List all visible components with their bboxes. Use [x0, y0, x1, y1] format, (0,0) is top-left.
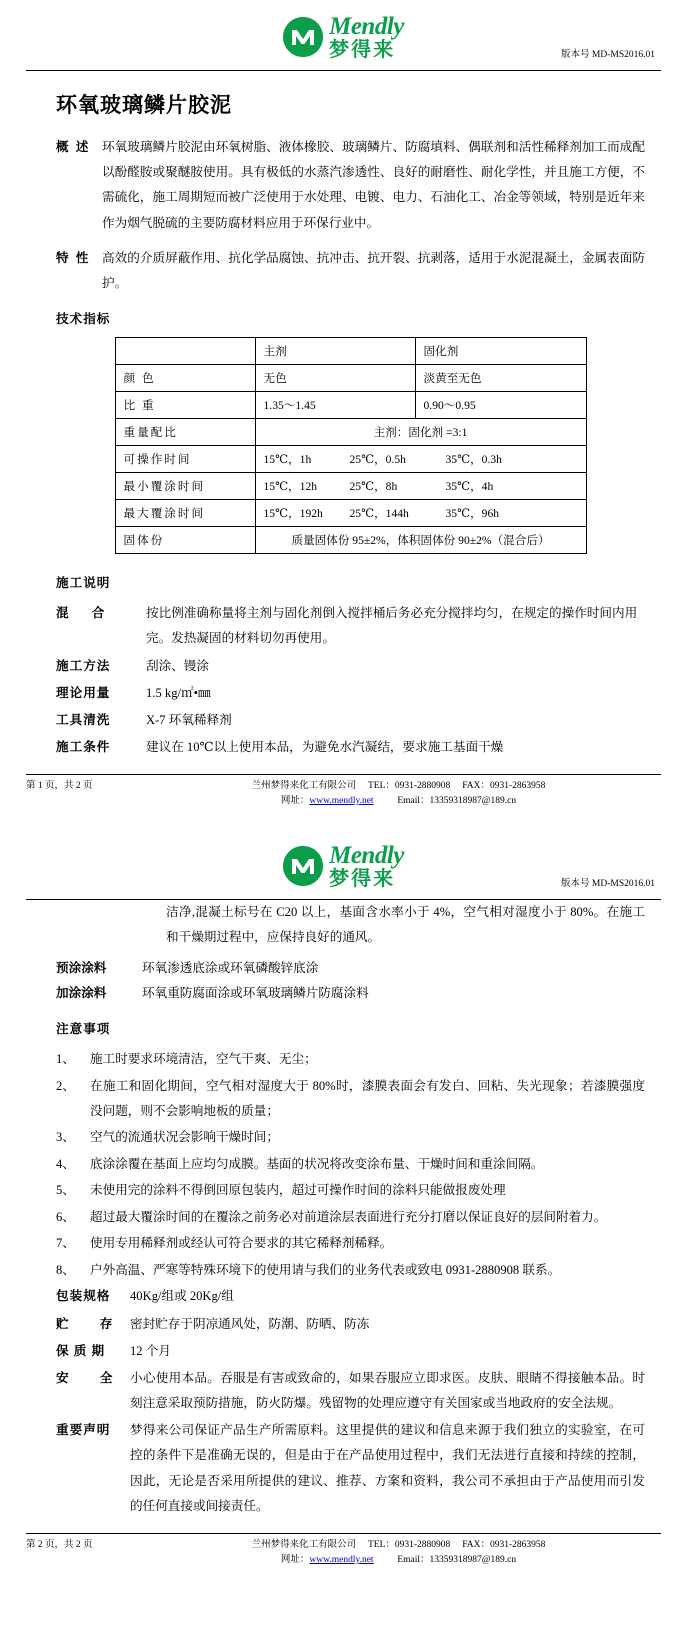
table-cell-key: 最小覆涂时间: [115, 473, 255, 500]
mendly-m-logo-icon: [283, 846, 323, 886]
notice-title: 注意事项: [56, 1022, 111, 1037]
table-cell-key: 可操作时间: [115, 446, 255, 473]
list-item: [56, 1231, 645, 1256]
table-row: [115, 392, 586, 419]
storage-row: [56, 1312, 645, 1337]
spec-table: [115, 337, 587, 554]
table-row: [115, 500, 586, 527]
footer-company-2: 兰州梦得来化工有限公司: [251, 1540, 357, 1551]
header-divider-page1: [26, 70, 661, 71]
table-cell-temp-35: 35℃，96h: [445, 507, 500, 521]
footer-page-number-2: 第 2 页，共 2 页: [26, 1540, 93, 1551]
table-row: [115, 473, 586, 500]
safety-value: 小心使用本品。吞服是有害或致命的，如果吞服应立即求医。皮肤、眼睛不得接触本品。时刻注意采取预防措施，防火防爆。残留物的处理应遵守有关国家或当地政府的安全法规。: [130, 1370, 645, 1411]
construction-consumption: [56, 681, 645, 706]
footer-tel-1: TEL：0931-2880908: [367, 781, 451, 792]
list-item-text: 超过最大覆涂时间的在覆涂之前务必对前道涂层表面进行充分打磨以保证良好的层间附着力。: [90, 1209, 607, 1224]
list-item: [56, 1178, 645, 1203]
table-row-header: [115, 338, 586, 365]
table-cell-key: 最大覆涂时间: [115, 500, 255, 527]
list-item: [56, 1205, 645, 1230]
table-cell-temps: [255, 500, 586, 527]
page-break: [0, 819, 687, 829]
section-overview: [56, 135, 645, 236]
packaging-row: [56, 1284, 645, 1309]
list-item-text: 使用专用稀释剂或经认可符合要求的其它稀释剂稀释。: [90, 1236, 393, 1251]
construction-consumption-value: 1.5 kg/㎡•㎜: [146, 685, 211, 700]
list-item-number: 4、: [56, 1156, 75, 1171]
list-item-text: 底涂涂覆在基面上应均匀成膜。基面的状况将改变涂布量、干燥时间和重涂间隔。: [90, 1156, 544, 1171]
storage-value: 密封贮存于阴凉通风处，防潮、防晒、防冻: [130, 1316, 370, 1331]
construction-conditions: [56, 735, 645, 760]
packaging-value: 40Kg/组或 20Kg/组: [130, 1289, 234, 1304]
version-label-page2: 版本号 MD-MS2016.01: [561, 878, 655, 889]
list-item-number: 5、: [56, 1183, 75, 1198]
list-item-number: 7、: [56, 1236, 75, 1251]
table-row: [115, 419, 586, 446]
table-cell-temps: [255, 446, 586, 473]
table-cell-temp-15: 15℃，1h: [263, 453, 312, 467]
statement-value: 梦得来公司保证产品生产所需原料。这里提供的建议和信息来源于我们独立的实验室，在可控的条件下是准确无误的，但是由于在产品使用过程中，我们无法进行直接和持续的控制，因此，无论是否采用所提供的建议、推荐、方案和资料，我公司不承担由于产品使用而引发的任何直接或间接责任。: [130, 1423, 645, 1513]
list-item: [56, 1125, 645, 1150]
page2-footer: [0, 1533, 687, 1577]
continuation-paragraph: 洁净,混凝土标号在 C20 以上，基面含水率小于 4%，空气相对湿度小于 80%。在施工和干燥期过程中，应保持良好的通风。: [166, 904, 645, 944]
page1-header: [0, 0, 687, 66]
brand-name-cn: 梦得来: [329, 39, 396, 61]
pre-coat-value: 环氧渗透底涂或环氧磷酸锌底涂: [142, 961, 319, 976]
table-cell-header-blank: [115, 338, 255, 365]
section-overview-label: 概 述: [56, 140, 91, 154]
construction-consumption-key: 理论用量: [56, 685, 111, 700]
table-cell-hardener: 淡黄至无色: [415, 365, 586, 392]
construction-mix-key: 混 合: [56, 606, 115, 621]
footer-email-1: 13359318987@189.cn: [429, 795, 517, 806]
construction-mix: [56, 601, 645, 651]
page2-header: [0, 829, 687, 895]
footer-company-1: 兰州梦得来化工有限公司: [251, 781, 357, 792]
footer-contact-2: [136, 1538, 661, 1567]
table-cell-key: 重量配比: [115, 419, 255, 446]
top-coat-row: [56, 981, 645, 1006]
pre-coat-row: [56, 956, 645, 981]
shelf-life-value: 12 个月: [130, 1343, 171, 1358]
table-cell-key: 颜 色: [115, 365, 255, 392]
list-item: [56, 1258, 645, 1283]
brand-name-en: Mendly: [329, 13, 404, 40]
shelf-life-row: [56, 1339, 645, 1364]
table-row: [115, 527, 586, 554]
section-features: [56, 246, 645, 296]
list-item: [56, 1152, 645, 1177]
document-page-2: [0, 829, 687, 1578]
statement-row: [56, 1418, 645, 1519]
table-cell-span: 主剂：固化剂 =3:1: [255, 419, 586, 446]
section-features-label: 特 性: [56, 250, 91, 265]
footer-fax-1: FAX：0931-2863958: [462, 781, 546, 792]
list-item-number: 6、: [56, 1209, 75, 1224]
table-cell-temps: [255, 473, 586, 500]
packaging-key: 包装规格: [56, 1289, 111, 1304]
table-cell-key: 固体份: [115, 527, 255, 554]
list-item-number: 1、: [56, 1052, 75, 1067]
table-cell-header-hardener: 固化剂: [415, 338, 586, 365]
table-row: [115, 446, 586, 473]
brand-logo: [283, 14, 404, 60]
footer-email-label-1: Email：: [397, 795, 430, 806]
page1-footer: [0, 774, 687, 818]
spec-title: 技术指标: [56, 312, 111, 327]
brand-name-en-page2: Mendly: [329, 841, 404, 869]
table-cell-temp-25: 25℃，8h: [349, 480, 398, 494]
page1-content: [0, 135, 687, 760]
statement-key: 重要声明: [56, 1423, 111, 1438]
construction-cleaning-value: X-7 环氧稀释剂: [146, 712, 232, 727]
footer-email-label-2: Email：: [397, 1554, 430, 1565]
table-row: [115, 365, 586, 392]
construction-method-value: 刮涂、镘涂: [146, 658, 209, 673]
construction-conditions-key: 施工条件: [56, 740, 111, 755]
footer-tel-2: TEL：0931-2880908: [367, 1540, 451, 1551]
shelf-life-key: 保 质 期: [56, 1343, 106, 1358]
footer-web-link-1[interactable]: www.mendly.net: [309, 795, 374, 806]
version-label-page1: 版本号 MD-MS2016.01: [561, 50, 655, 60]
section-features-text: 高效的介质屏蔽作用、抗化学品腐蚀、抗冲击、抗开裂、抗剥落，适用于水泥混凝土，金属表面防护。: [102, 250, 645, 290]
storage-key: 贮 存: [56, 1316, 127, 1331]
footer-email-2: 13359318987@189.cn: [429, 1554, 517, 1565]
list-item-text: 空气的流通状况会影响干燥时间；: [90, 1130, 279, 1145]
table-cell-temp-35: 35℃，0.3h: [445, 453, 502, 467]
construction-method-key: 施工方法: [56, 658, 111, 673]
page-title: 环氧玻璃鳞片胶泥: [56, 93, 232, 117]
list-item-text: 在施工和固化期间，空气相对湿度大于 80%时，漆膜表面会有发白、回粘、失光现象；若漆膜强度没问题，则不会影响地板的质量；: [90, 1078, 645, 1118]
list-item-text: 施工时要求环境清洁，空气干爽、无尘；: [90, 1052, 317, 1067]
safety-row: [56, 1366, 645, 1416]
construction-method: [56, 654, 645, 679]
footer-web-label-1: 网址：: [280, 795, 310, 806]
construction-conditions-value: 建议在 10℃以上使用本品，为避免水汽凝结，要求施工基面干燥: [146, 740, 504, 755]
table-cell-temp-15: 15℃，192h: [263, 507, 323, 521]
brand-logo-page2: [283, 843, 404, 889]
construction-cleaning-key: 工具清洗: [56, 712, 111, 727]
footer-page-number-1: 第 1 页，共 2 页: [26, 781, 93, 792]
footer-fax-2: FAX：0931-2863958: [462, 1540, 546, 1551]
table-cell-temp-25: 25℃，0.5h: [349, 453, 406, 467]
table-cell-key: 比 重: [115, 392, 255, 419]
table-cell-temp-25: 25℃，144h: [349, 507, 409, 521]
list-item-number: 2、: [56, 1078, 75, 1093]
construction-mix-value: 按比例准确称量将主剂与固化剂倒入搅拌桶后务必充分搅拌均匀，在规定的操作时间内用完。发热凝固的材料切勿再使用。: [146, 606, 638, 646]
table-cell-span: 质量固体份 95±2%，体积固体份 90±2%（混合后）: [255, 527, 586, 554]
list-item-number: 3、: [56, 1130, 75, 1145]
top-coat-value: 环氧重防腐面涂或环氧玻璃鳞片防腐涂料: [142, 986, 369, 1001]
list-item-text: 未使用完的涂料不得倒回原包装内，超过可操作时间的涂料只能做报废处理: [90, 1183, 506, 1198]
footer-contact-1: [136, 779, 661, 808]
table-cell-hardener: 0.90～0.95: [415, 392, 586, 419]
footer-web-link-2[interactable]: www.mendly.net: [309, 1554, 374, 1565]
table-cell-main: 无色: [255, 365, 415, 392]
page2-content: [0, 900, 687, 1519]
brand-text-page2: [329, 843, 404, 889]
brand-text: [329, 14, 404, 60]
list-item-number: 8、: [56, 1262, 75, 1277]
brand-name-cn-page2: 梦得来: [329, 867, 396, 890]
construction-title: 施工说明: [56, 576, 111, 591]
table-cell-temp-15: 15℃，12h: [263, 480, 318, 494]
safety-key: 安 全: [56, 1370, 127, 1385]
table-cell-main: 1.35～1.45: [255, 392, 415, 419]
top-coat-key: 加涂涂料: [56, 986, 107, 1001]
footer-web-label-2: 网址：: [280, 1554, 310, 1565]
list-item: [56, 1047, 645, 1072]
table-cell-header-main: 主剂: [255, 338, 415, 365]
list-item-text: 户外高温、严寒等特殊环境下的使用请与我们的业务代表或致电 0931-2880908 联系。: [90, 1262, 561, 1277]
section-overview-text: 环氧玻璃鳞片胶泥由环氧树脂、液体橡胶、玻璃鳞片、防腐填料、偶联剂和活性稀释剂加工而成配以酚醛胺或聚醚胺使用。具有极低的水蒸汽渗透性、良好的耐磨性、耐化学性，并且施工方便，不需硫化，施工周期短而被广泛使用于水处理、电镀、电力、石油化工、冶金等领域，特别是近年来作为烟气脱硫的主要防腐材料应用于环保行业中。: [102, 140, 645, 230]
table-cell-temp-35: 35℃，4h: [445, 480, 494, 494]
mendly-m-logo-icon: [283, 17, 323, 57]
construction-cleaning: [56, 708, 645, 733]
list-item: [56, 1074, 645, 1123]
pre-coat-key: 预涂涂料: [56, 961, 107, 976]
